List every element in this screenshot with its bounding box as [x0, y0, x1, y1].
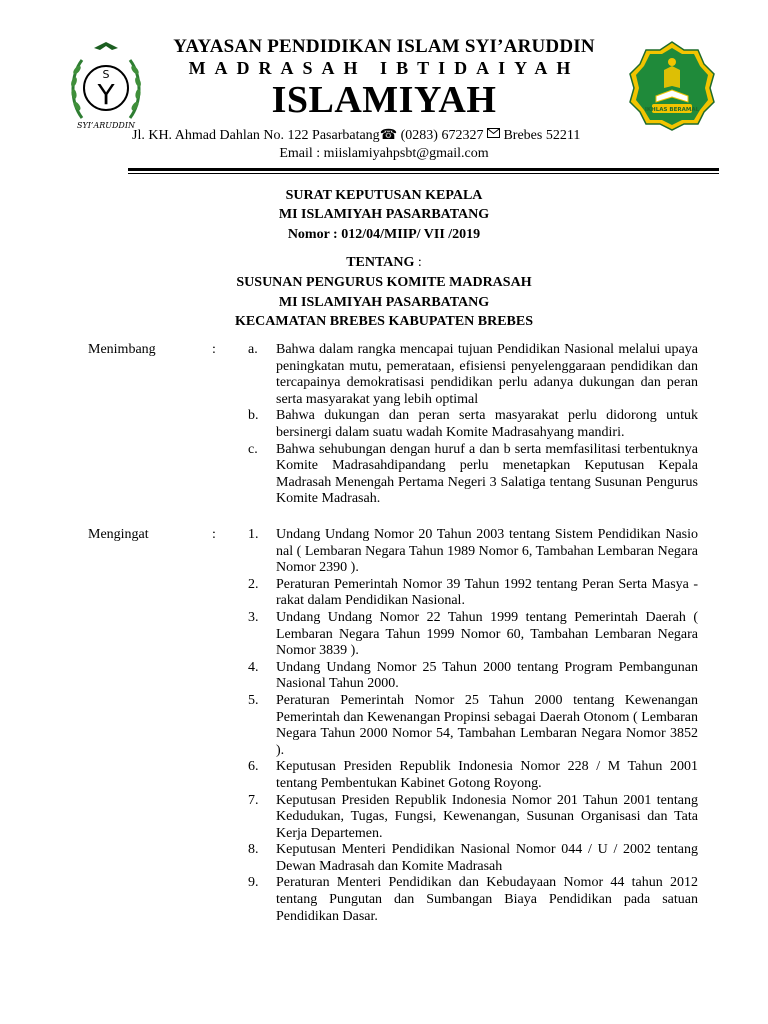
decree-subject-3: KECAMATAN BREBES KABUPATEN BREBES [234, 314, 534, 329]
school-email: Email : miislamiyahpsbt@gmail.com [279, 146, 489, 161]
list-item-text: Keputusan Presiden Republik Indonesia Nomor 228 / M Tahun 2001 tentang Pembentukan Kabinet Gotong Royong. [276, 759, 698, 791]
list-item-text: Peraturan Pemerintah Nomor 39 Tahun 1992 tentang Peran Serta Masya - rakat dalam Pendidikan Nasional. [276, 576, 698, 609]
list-item [248, 610, 698, 660]
letterhead-divider-thin [128, 173, 719, 174]
decree-number: Nomor : 012/04/MIIP/ VII /2019 [287, 227, 481, 242]
list-item-text: Bahwa dukungan dan peran serta masyarakat perlu didorong untuk bersinergi dalam suatu wadah Komite Madrasahyang mandiri. [276, 408, 698, 440]
logo-letter-s: S [102, 68, 110, 81]
list-item-text: Undang Undang Nomor 22 Tahun 1999 tentang Pemerintah Daerah ( Lembaran Negara Tahun 1999 Nomor 60, Tambahan Lembaran Negara Nomor 3839 ). [276, 609, 698, 659]
list-item-text: Peraturan Menteri Pendidikan dan Kebudayaan Nomor 44 tahun 2012 tentang Pungutan dan Sumbangan Biaya Pendidikan pada satuan Pendidikan Dasar. [276, 875, 698, 924]
list-item [248, 408, 698, 441]
list-item [248, 527, 698, 577]
menimbang-list [248, 342, 698, 508]
tentang-colon: : [414, 255, 422, 270]
list-item [248, 759, 698, 792]
letterhead-divider-thick [128, 168, 719, 171]
list-item-text: Bahwa dalam rangka mencapai tujuan Pendidikan Nasional melalui upaya peningkatan mutu, pemerataan, efisiensi penyelenggaraan pendidikan dan tercapainya demokratisasi pendidikan perlu adanya dukungan dan peran serta masyarakat yang lebih optimal [276, 342, 698, 407]
list-marker: a. [248, 342, 258, 357]
list-item-text: Peraturan Pemerintah Nomor 25 Tahun 2000 tentang Kewenangan Pemerintah dan Kewenangan Propinsi sebagai Daerah Otonom ( Lembaran Negara Tahun 2000 Nomor 54, Tambahan Lembaran Negara Nomor 3852 ). [276, 692, 698, 758]
menimbang-colon: : [212, 342, 216, 357]
decree-issuer: MI ISLAMIYAH PASARBATANG [278, 207, 490, 222]
tentang-label: TENTANG [346, 255, 415, 270]
logo-letter-y: Y [97, 78, 115, 111]
decree-subject-1: SUSUNAN PENGURUS KOMITE MADRASAH [236, 275, 532, 290]
list-marker: 7. [248, 792, 259, 808]
list-marker: 6. [248, 759, 259, 775]
mail-icon [487, 128, 500, 138]
list-item [248, 660, 698, 693]
phone-icon: ☎ [379, 128, 398, 143]
list-marker: 4. [248, 659, 259, 675]
address-text: Jl. KH. Ahmad Dahlan No. 122 Pasarbatang [132, 128, 380, 143]
school-type: MADRASAH IBTIDAIYAH [188, 58, 580, 78]
list-marker: 9. [248, 875, 259, 891]
list-marker: 3. [248, 609, 259, 625]
logo-ribbon-text: IKHLAS BERAMAL [644, 107, 700, 113]
list-item-text: Keputusan Menteri Pendidikan Nasional Nomor 044 / U / 2002 tentang Dewan Madrasah dan Komite Madrasah [276, 842, 698, 874]
list-item [248, 577, 698, 610]
list-marker: 2. [248, 576, 259, 592]
list-item-text: Undang Undang Nomor 25 Tahun 2000 tentang Program Pembangunan Nasional Tahun 2000. [276, 659, 698, 692]
decree-title: SURAT KEPUTUSAN KEPALA [285, 188, 483, 203]
school-address [132, 127, 652, 144]
list-item [248, 693, 698, 759]
list-marker: 8. [248, 842, 259, 858]
list-item-text: Undang Undang Nomor 20 Tahun 2003 tentang Sistem Pendidikan Nasio nal ( Lembaran Negara Tahun 1989 Nomor 6, Tambahan Lembaran Negara Nomor 2390 ). [276, 527, 698, 576]
list-marker: 1. [248, 527, 259, 542]
city-postcode: Brebes 52211 [499, 128, 581, 143]
foundation-name: YAYASAN PENDIDIKAN ISLAM SYI’ARUDDIN [173, 36, 595, 57]
list-marker: 5. [248, 692, 259, 708]
school-name: ISLAMIYAH [271, 79, 497, 121]
list-item-text: Bahwa sehubungan dengan huruf a dan b serta memfasilitasi terbentuknya Komite Madrasahdipandang perlu menetapkan Keputusan Kepala Madrasah Menengah Pertama Negeri 3 Salatiga tentang Susunan Pengurus Komite Madrasah. [276, 441, 698, 507]
phone-number: (0283) 672327 [397, 128, 487, 143]
list-marker: b. [248, 408, 259, 424]
list-item [248, 442, 698, 508]
list-item [248, 342, 698, 408]
mengingat-label: Mengingat [88, 527, 149, 542]
decree-subject-2: MI ISLAMIYAH PASARBATANG [278, 295, 490, 310]
logo-arc-text: SYI’ARUDDIN [77, 121, 135, 130]
list-item [248, 875, 698, 925]
mengingat-colon: : [212, 527, 216, 542]
mengingat-list [248, 527, 698, 925]
menimbang-label: Menimbang [88, 342, 156, 357]
list-item [248, 842, 698, 875]
list-item [248, 793, 698, 843]
list-item-text: Keputusan Presiden Republik Indonesia Nomor 201 Tahun 2001 tentang Kedudukan, Tugas, Fungsi, Kewenangan, Susunan Organisasi dan Tata Kerja Departemen. [276, 792, 698, 841]
decree-tentang [0, 255, 768, 271]
list-marker: c. [248, 441, 258, 457]
